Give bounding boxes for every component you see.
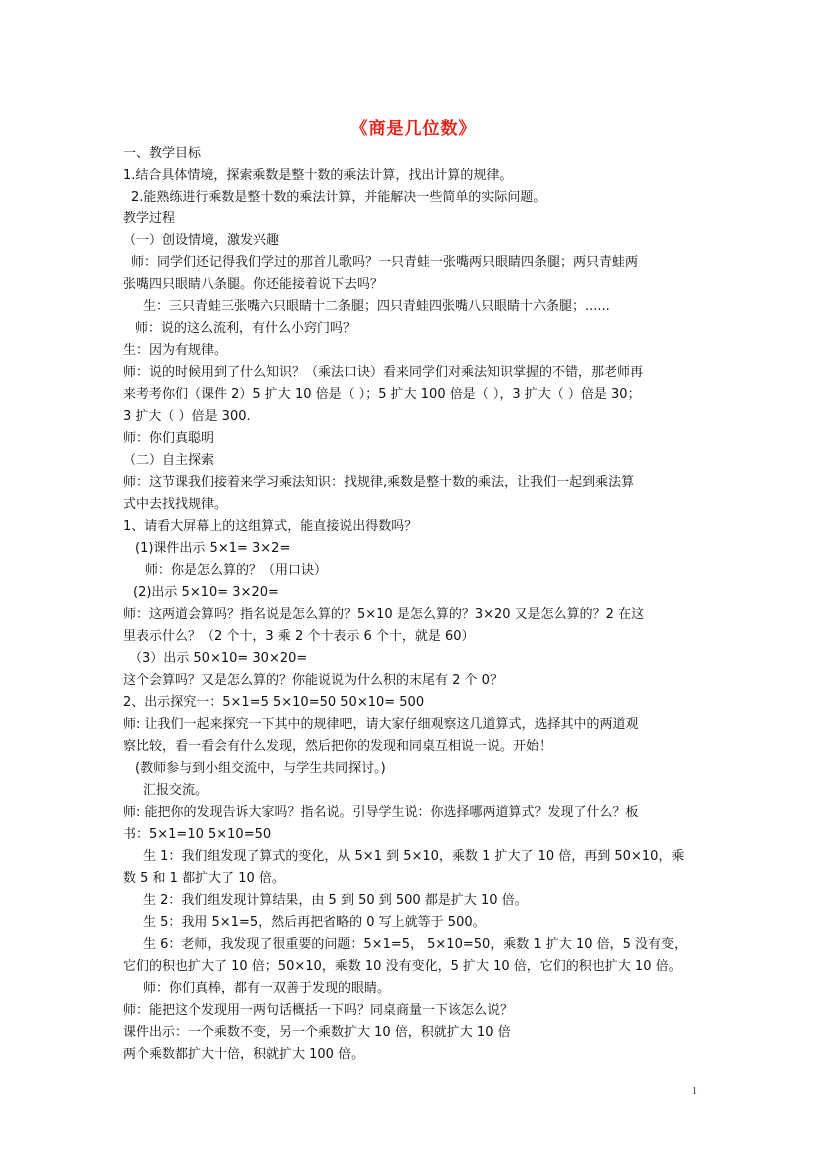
goal-item-2: 2.能熟练进行乘数是整十数的乘法计算，并能解决一些简单的实际问题。 [131, 190, 547, 205]
paragraph-line: 张嘴四只眼睛八条腿。你还能接着说下去吗？ [123, 277, 384, 292]
paragraph-line: 师：说的时候用到了什么知识？（乘法口诀）看来同学们对乘法知识掌握的不错，那老师再 [123, 365, 644, 380]
paragraph-line: 1、请看大屏幕上的这组算式，能直接说出得数吗？ [123, 519, 418, 534]
paragraph-line: 师：说的这么流利，有什么小窍门吗？ [135, 321, 357, 336]
paragraph-line: 它们的积也扩大了 10 倍；50×10，乘数 10 没有变化，5 扩大 10 倍，它们的积也扩大 10 倍。 [123, 959, 682, 974]
paragraph-line: 课件出示：一个乘数不变，另一个乘数扩大 10 倍，积就扩大 10 倍 [123, 1025, 511, 1040]
paragraph-line: 来考考你们（课件 2）5 扩大 10 倍是（ ）；5 扩大 100 倍是（ ），3 扩大（ ）倍是 30； [123, 387, 641, 402]
paragraph-line: 师：这两道会算吗？指名说是怎么算的？5×10 是怎么算的？3×20 又是怎么算的？2 在这 [123, 607, 645, 622]
paragraph-line: 书：5×1=10 5×10=50 [123, 827, 272, 842]
paragraph-line: (2)出示 5×10= 3×20= [133, 585, 279, 600]
paragraph-line: 师：你们真棒，都有一双善于发现的眼睛。 [143, 981, 391, 996]
paragraph-line: 师：你们真聪明 [123, 431, 215, 446]
page-number: 1 [692, 1086, 697, 1097]
subsection-heading-2: （二）自主探索 [123, 453, 215, 468]
paragraph-line: 师: 能把你的发现告诉大家吗？指名说。引导学生说：你选择哪两道算式？发现了什么？板 [123, 805, 639, 820]
paragraph-line: 生：三只青蛙三张嘴六只眼睛十二条腿；四只青蛙四张嘴八只眼睛十六条腿；...... [143, 299, 610, 314]
paragraph-line: (教师参与到小组交流中，与学生共同探讨。) [135, 761, 386, 776]
paragraph-line: 师：你是怎么算的？（用口诀） [145, 563, 328, 578]
section-heading-process: 教学过程 [123, 211, 176, 226]
paragraph-line: 师：能把这个发现用一两句话概括一下吗？同桌商量一下该怎么说？ [123, 1003, 514, 1018]
paragraph-line: 察比较，看一看会有什么发现，然后把你的发现和同桌互相说一说。开始！ [123, 739, 553, 754]
paragraph-line: 生 5：我用 5×1=5，然后再把省略的 0 写上就等于 500。 [143, 915, 486, 930]
paragraph-line: 生 2：我们组发现计算结果，由 5 到 50 到 500 都是扩大 10 倍。 [143, 893, 528, 908]
paragraph-line: 这个会算吗？又是怎么算的？你能说说为什么积的末尾有 2 个 0？ [123, 673, 503, 688]
paragraph-line: 生 6：老师，我发现了很重要的问题：5×1=5， 5×10=50，乘数 1 扩大 10 倍，5 没有变， [143, 937, 688, 952]
paragraph-line: 汇报交流。 [143, 783, 209, 798]
paragraph-line: 师: 让我们一起来探究一下其中的规律吧，请大家仔细观察这几道算式，选择其中的两道观 [123, 717, 639, 732]
document-title: 《商是几位数》 [350, 119, 477, 139]
paragraph-line: 数 5 和 1 都扩大了 10 倍。 [123, 871, 285, 886]
paragraph-line: 里表示什么？（2 个十，3 乘 2 个十表示 6 个十，就是 60） [123, 629, 475, 644]
paragraph-line: 两个乘数都扩大十倍，积就扩大 100 倍。 [123, 1047, 365, 1062]
paragraph-line: 师：同学们还记得我们学过的那首儿歌吗？一只青蛙一张嘴两只眼睛四条腿；两只青蛙两 [131, 255, 639, 270]
goal-item-1: 1.结合具体情境，探索乘数是整十数的乘法计算，找出计算的规律。 [123, 168, 513, 183]
paragraph-line: 2、出示探究一：5×1=5 5×10=50 50×10= 500 [123, 695, 425, 710]
paragraph-line: (1)课件出示 5×1= 3×2= [135, 541, 291, 556]
section-heading-goals: 一、教学目标 [123, 146, 202, 161]
paragraph-line: 生：因为有规律。 [123, 343, 228, 358]
paragraph-line: 生 1：我们组发现了算式的变化，从 5×1 到 5×10，乘数 1 扩大了 10 倍，再到 50×10，乘 [143, 849, 685, 864]
paragraph-line: 式中去找找规律。 [123, 497, 228, 512]
subsection-heading-1: （一）创设情境，激发兴趣 [123, 233, 280, 248]
paragraph-line: （3）出示 50×10= 30×20= [129, 651, 308, 666]
paragraph-line: 3 扩大（ ）倍是 300. [123, 409, 251, 424]
paragraph-line: 师：这节课我们接着来学习乘法知识：找规律,乘数是整十数的乘法，让我们一起到乘法算 [123, 475, 635, 490]
